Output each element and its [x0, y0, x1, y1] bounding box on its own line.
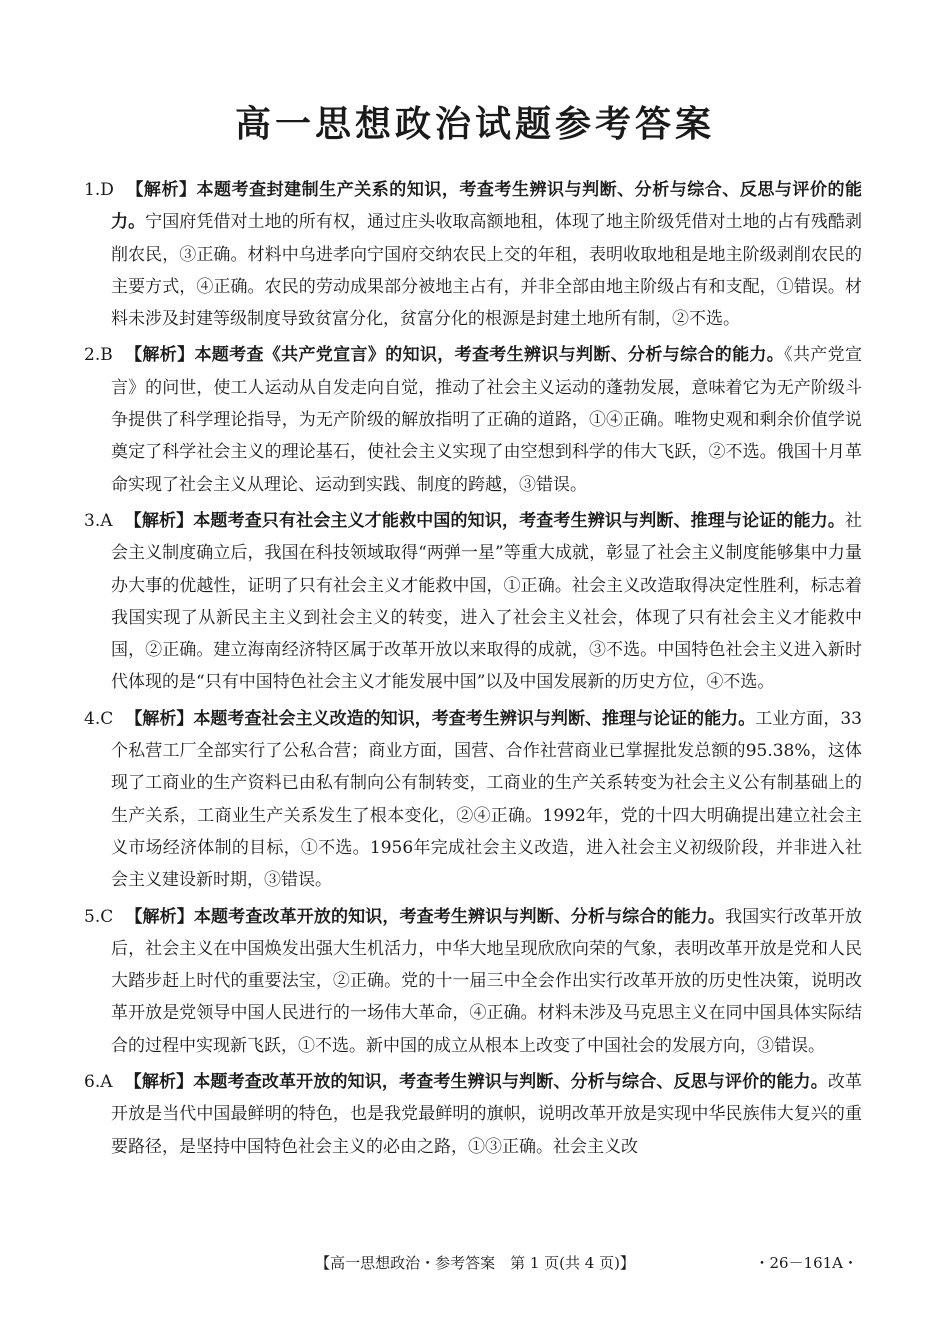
item-number: 2.: [84, 345, 101, 366]
item-analysis-body: 工业方面，33个私营工厂全部实行了公私合营；商业方面，国营、合作社营商业已掌握批发总额的95.38%，这体现了工商业的生产资料已由私有制向公有制转变，工商业的生产关系转变为社会主义公有制基础上的生产关系，工商业生产关系发生了根本变化，②④正确。1992年，党的十四大明确提出建立社会主义市场经济体制的目标，①不选。1956年完成社会主义改造，进入社会主义初级阶段，并非进入社会主义建设新时期，③错误。: [111, 708, 862, 891]
item-number: 6.: [84, 1072, 101, 1093]
item-analysis-lead: 【解析】本题考查《共产党宣言》的知识，考查考生辨识与判断、分析与综合的能力。: [124, 345, 785, 366]
item-analysis-lead: 【解析】本题考查改革开放的知识，考查考生辨识与判断、分析与综合、反思与评价的能力。: [124, 1072, 828, 1093]
item-analysis-lead: 【解析】本题考查封建制生产关系的知识，考查考生辨识与判断、分析与综合、反思与评价的能力。: [111, 180, 862, 233]
page-title: 高一思想政治试题参考答案: [234, 104, 715, 145]
item-number: 5.: [84, 906, 101, 927]
answer-item-2: [84, 339, 862, 500]
item-answer: C: [100, 906, 114, 927]
item-analysis-body: 宁国府凭借对土地的所有权，通过庄头收取高额地租，体现了地主阶级凭借对土地的占有残酷剥削农民，③正确。材料中乌进孝向宁国府交纳农民上交的年租，表明收取地租是地主阶级剥削农民的主要方式，④正确。农民的劳动成果部分被地主占有，并非全部由地主阶级占有和支配，①错误。材料未涉及封建等级制度导致贫富分化，贫富分化的根源是封建土地所有制，②不选。: [111, 212, 862, 330]
answer-list: [84, 174, 862, 1167]
answer-item-5: [84, 901, 862, 1062]
item-answer: C: [100, 708, 114, 729]
answer-item-6: [84, 1066, 862, 1163]
answer-item-4: [84, 703, 862, 897]
footer-page-info: 【高一思想政治・参考答案 第 1 页(共 4 页)】: [315, 1254, 635, 1272]
footer-paper-code: ・26－161A・: [754, 1254, 858, 1272]
item-answer: D: [100, 180, 114, 200]
item-number: 4.: [84, 708, 101, 729]
item-analysis-lead: 【解析】本题考查改革开放的知识，考查考生辨识与判断、分析与综合的能力。: [125, 906, 726, 927]
item-analysis-lead: 【解析】本题考查只有社会主义才能救中国的知识，考查考生辨识与判断、推理与论证的能力。: [124, 510, 845, 531]
item-answer: A: [100, 1072, 113, 1093]
item-answer: B: [100, 345, 113, 366]
answer-item-1: [84, 174, 862, 335]
item-analysis-body: 我国实行改革开放后，社会主义在中国焕发出强大生机活力，中华大地呈现欣欣向荣的气象，表明改革开放是党和人民大踏步赶上时代的重要法宝，②正确。党的十一届三中全会作出实行改革开放的历史性决策，说明改革开放是党领导中国人民进行的一场伟大革命，④正确。材料未涉及马克思主义在同中国具体实际结合的过程中实现新飞跃，①不选。新中国的成立从根本上改变了中国社会的发展方向，③错误。: [111, 906, 862, 1056]
item-number: 3.: [84, 510, 101, 531]
item-number: 1.: [84, 180, 101, 200]
item-answer: A: [100, 510, 113, 531]
answer-item-3: [84, 505, 862, 699]
item-analysis-lead: 【解析】本题考查社会主义改造的知识，考查考生辨识与判断、推理与论证的能力。: [125, 708, 756, 729]
item-analysis-body: 社会主义制度确立后，我国在科技领域取得“两弹一星”等重大成就，彰显了社会主义制度能够集中力量办大事的优越性，证明了只有社会主义才能救中国，①正确。社会主义改造取得决定性胜利，标志着我国实现了从新民主主义到社会主义的转变，进入了社会主义社会，体现了只有社会主义才能救中国，②正确。建立海南经济特区属于改革开放以来取得的成就，③不选。中国特色社会主义进入新时代体现的是“只有中国特色社会主义才能发展中国”以及中国发展新的历史方位，④不选。: [111, 510, 862, 693]
item-analysis-body: 改革开放是当代中国最鲜明的特色，也是我党最鲜明的旗帜，说明改革开放是实现中华民族伟大复兴的重要路径，是坚持中国特色社会主义的必由之路，①③正确。社会主义改: [111, 1072, 863, 1157]
item-analysis-body: 《共产党宣言》的问世，使工人运动从自发走向自觉，推动了社会主义运动的蓬勃发展，意味着它为无产阶级斗争提供了科学理论指导，为无产阶级的解放指明了正确的道路，①④正确。唯物史观和剩余价值学说奠定了科学社会主义的理论基石，使社会主义实现了由空想到科学的伟大飞跃，②不选。俄国十月革命实现了社会主义从理论、运动到实践、制度的跨越，③错误。: [111, 345, 862, 495]
